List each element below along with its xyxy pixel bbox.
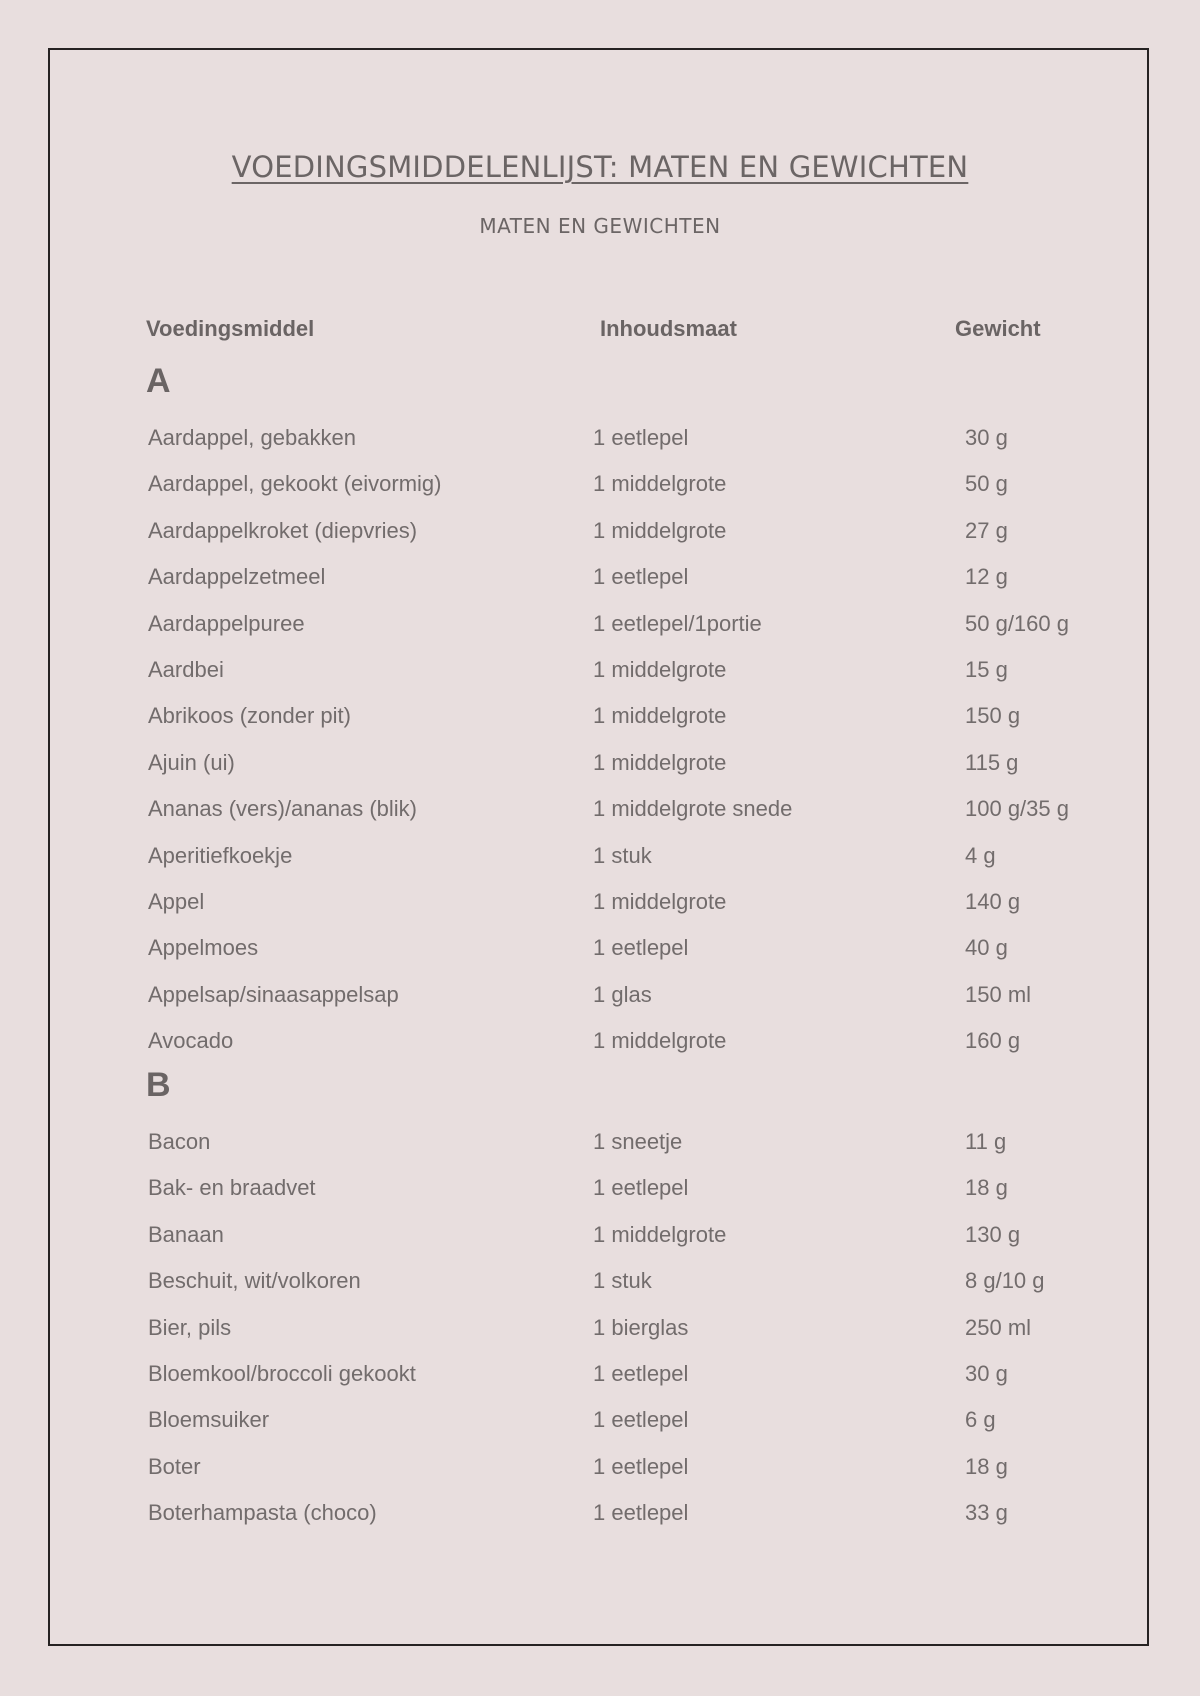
food-name: Bier, pils (148, 1315, 232, 1340)
measure: 1 middelgrote (593, 1222, 727, 1247)
measure: 1 middelgrote (593, 471, 727, 496)
measure: 1 eetlepel/1portie (593, 611, 762, 636)
food-name: Bloemkool/broccoli gekookt (148, 1361, 416, 1386)
table-row (0, 1454, 1200, 1484)
weight: 15 g (965, 657, 1008, 682)
weight: 130 g (965, 1222, 1021, 1247)
weight: 12 g (965, 564, 1008, 589)
table-row (0, 611, 1200, 641)
food-name: Boter (148, 1454, 201, 1479)
measure: 1 eetlepel (593, 425, 689, 450)
food-name: Avocado (148, 1028, 234, 1053)
header-voedingsmiddel: Voedingsmiddel (146, 316, 315, 341)
measure: 1 stuk (593, 1268, 652, 1293)
table-row (0, 796, 1200, 826)
food-name: Banaan (148, 1222, 224, 1247)
weight: 11 g (965, 1129, 1007, 1154)
measure: 1 bierglas (593, 1315, 689, 1340)
measure: 1 middelgrote (593, 703, 727, 728)
food-name: Aardappelpuree (148, 611, 305, 636)
measure: 1 eetlepel (593, 1407, 689, 1432)
measure: 1 middelgrote (593, 657, 727, 682)
weight: 140 g (965, 889, 1021, 914)
table-row (0, 564, 1200, 594)
food-name: Aardappelzetmeel (148, 564, 326, 589)
table-row (0, 425, 1200, 455)
measure: 1 middelgrote (593, 1028, 727, 1053)
table-row (0, 982, 1200, 1012)
table-row (0, 935, 1200, 965)
measure: 1 middelgrote snede (593, 796, 793, 821)
food-name: Ananas (vers)/ananas (blik) (148, 796, 418, 821)
header-gewicht: Gewicht (955, 316, 1041, 341)
food-name: Beschuit, wit/volkoren (148, 1268, 361, 1293)
food-name: Aardbei (148, 657, 224, 682)
measure: 1 middelgrote (593, 889, 727, 914)
food-name: Ajuin (ui) (148, 750, 235, 775)
food-name: Appel (148, 889, 205, 914)
weight: 8 g/10 g (965, 1268, 1045, 1293)
weight: 40 g (965, 935, 1008, 960)
weight: 27 g (965, 518, 1008, 543)
section-letter: A (146, 362, 171, 400)
table-row (0, 1222, 1200, 1252)
table-row (0, 889, 1200, 919)
table-row (0, 1028, 1200, 1058)
measure: 1 stuk (593, 843, 652, 868)
weight: 50 g/160 g (965, 611, 1069, 636)
table-row (0, 518, 1200, 548)
food-name: Bak- en braadvet (148, 1175, 316, 1200)
measure: 1 sneetje (593, 1129, 683, 1154)
section-letter: B (146, 1066, 171, 1104)
measure: 1 eetlepel (593, 935, 689, 960)
table-row (0, 1129, 1200, 1159)
weight: 33 g (965, 1500, 1008, 1525)
measure: 1 eetlepel (593, 1175, 689, 1200)
measure: 1 middelgrote (593, 750, 727, 775)
table-row (0, 1268, 1200, 1298)
table-row (0, 1407, 1200, 1437)
food-name: Aardappel, gekookt (eivormig) (148, 471, 442, 496)
table-row (0, 1175, 1200, 1205)
weight: 30 g (965, 1361, 1008, 1386)
food-name: Appelmoes (148, 935, 259, 960)
weight: 18 g (965, 1454, 1008, 1479)
measure: 1 eetlepel (593, 1454, 689, 1479)
measure: 1 glas (593, 982, 652, 1007)
food-name: Abrikoos (zonder pit) (148, 703, 351, 728)
measure: 1 eetlepel (593, 1500, 689, 1525)
document-subtitle: MATEN EN GEWICHTEN (479, 214, 721, 238)
measure: 1 middelgrote (593, 518, 727, 543)
header-inhoudsmaat: Inhoudsmaat (600, 316, 737, 341)
measure: 1 eetlepel (593, 564, 689, 589)
food-name: Boterhampasta (choco) (148, 1500, 377, 1525)
food-name: Appelsap/sinaasappelsap (148, 982, 399, 1007)
food-name: Bloemsuiker (148, 1407, 270, 1432)
weight: 115 g (965, 750, 1019, 775)
weight: 18 g (965, 1175, 1008, 1200)
weight: 30 g (965, 425, 1008, 450)
document-title: VOEDINGSMIDDELENLIJST: MATEN EN GEWICHTEN (231, 150, 969, 184)
table-row (0, 1315, 1200, 1345)
weight: 50 g (965, 471, 1008, 496)
measure: 1 eetlepel (593, 1361, 689, 1386)
weight: 6 g (965, 1407, 996, 1432)
weight: 100 g/35 g (965, 796, 1069, 821)
weight: 4 g (965, 843, 996, 868)
table-row (0, 703, 1200, 733)
weight: 150 g (965, 703, 1021, 728)
table-row (0, 1500, 1200, 1530)
food-name: Bacon (148, 1129, 211, 1154)
food-name: Aardappelkroket (diepvries) (148, 518, 418, 543)
food-name: Aperitiefkoekje (148, 843, 293, 868)
table-row (0, 1361, 1200, 1391)
weight: 250 ml (965, 1315, 1032, 1340)
table-row (0, 750, 1200, 780)
table-row (0, 471, 1200, 501)
weight: 160 g (965, 1028, 1021, 1053)
table-row (0, 657, 1200, 687)
food-name: Aardappel, gebakken (148, 425, 356, 450)
table-row (0, 843, 1200, 873)
weight: 150 ml (965, 982, 1032, 1007)
